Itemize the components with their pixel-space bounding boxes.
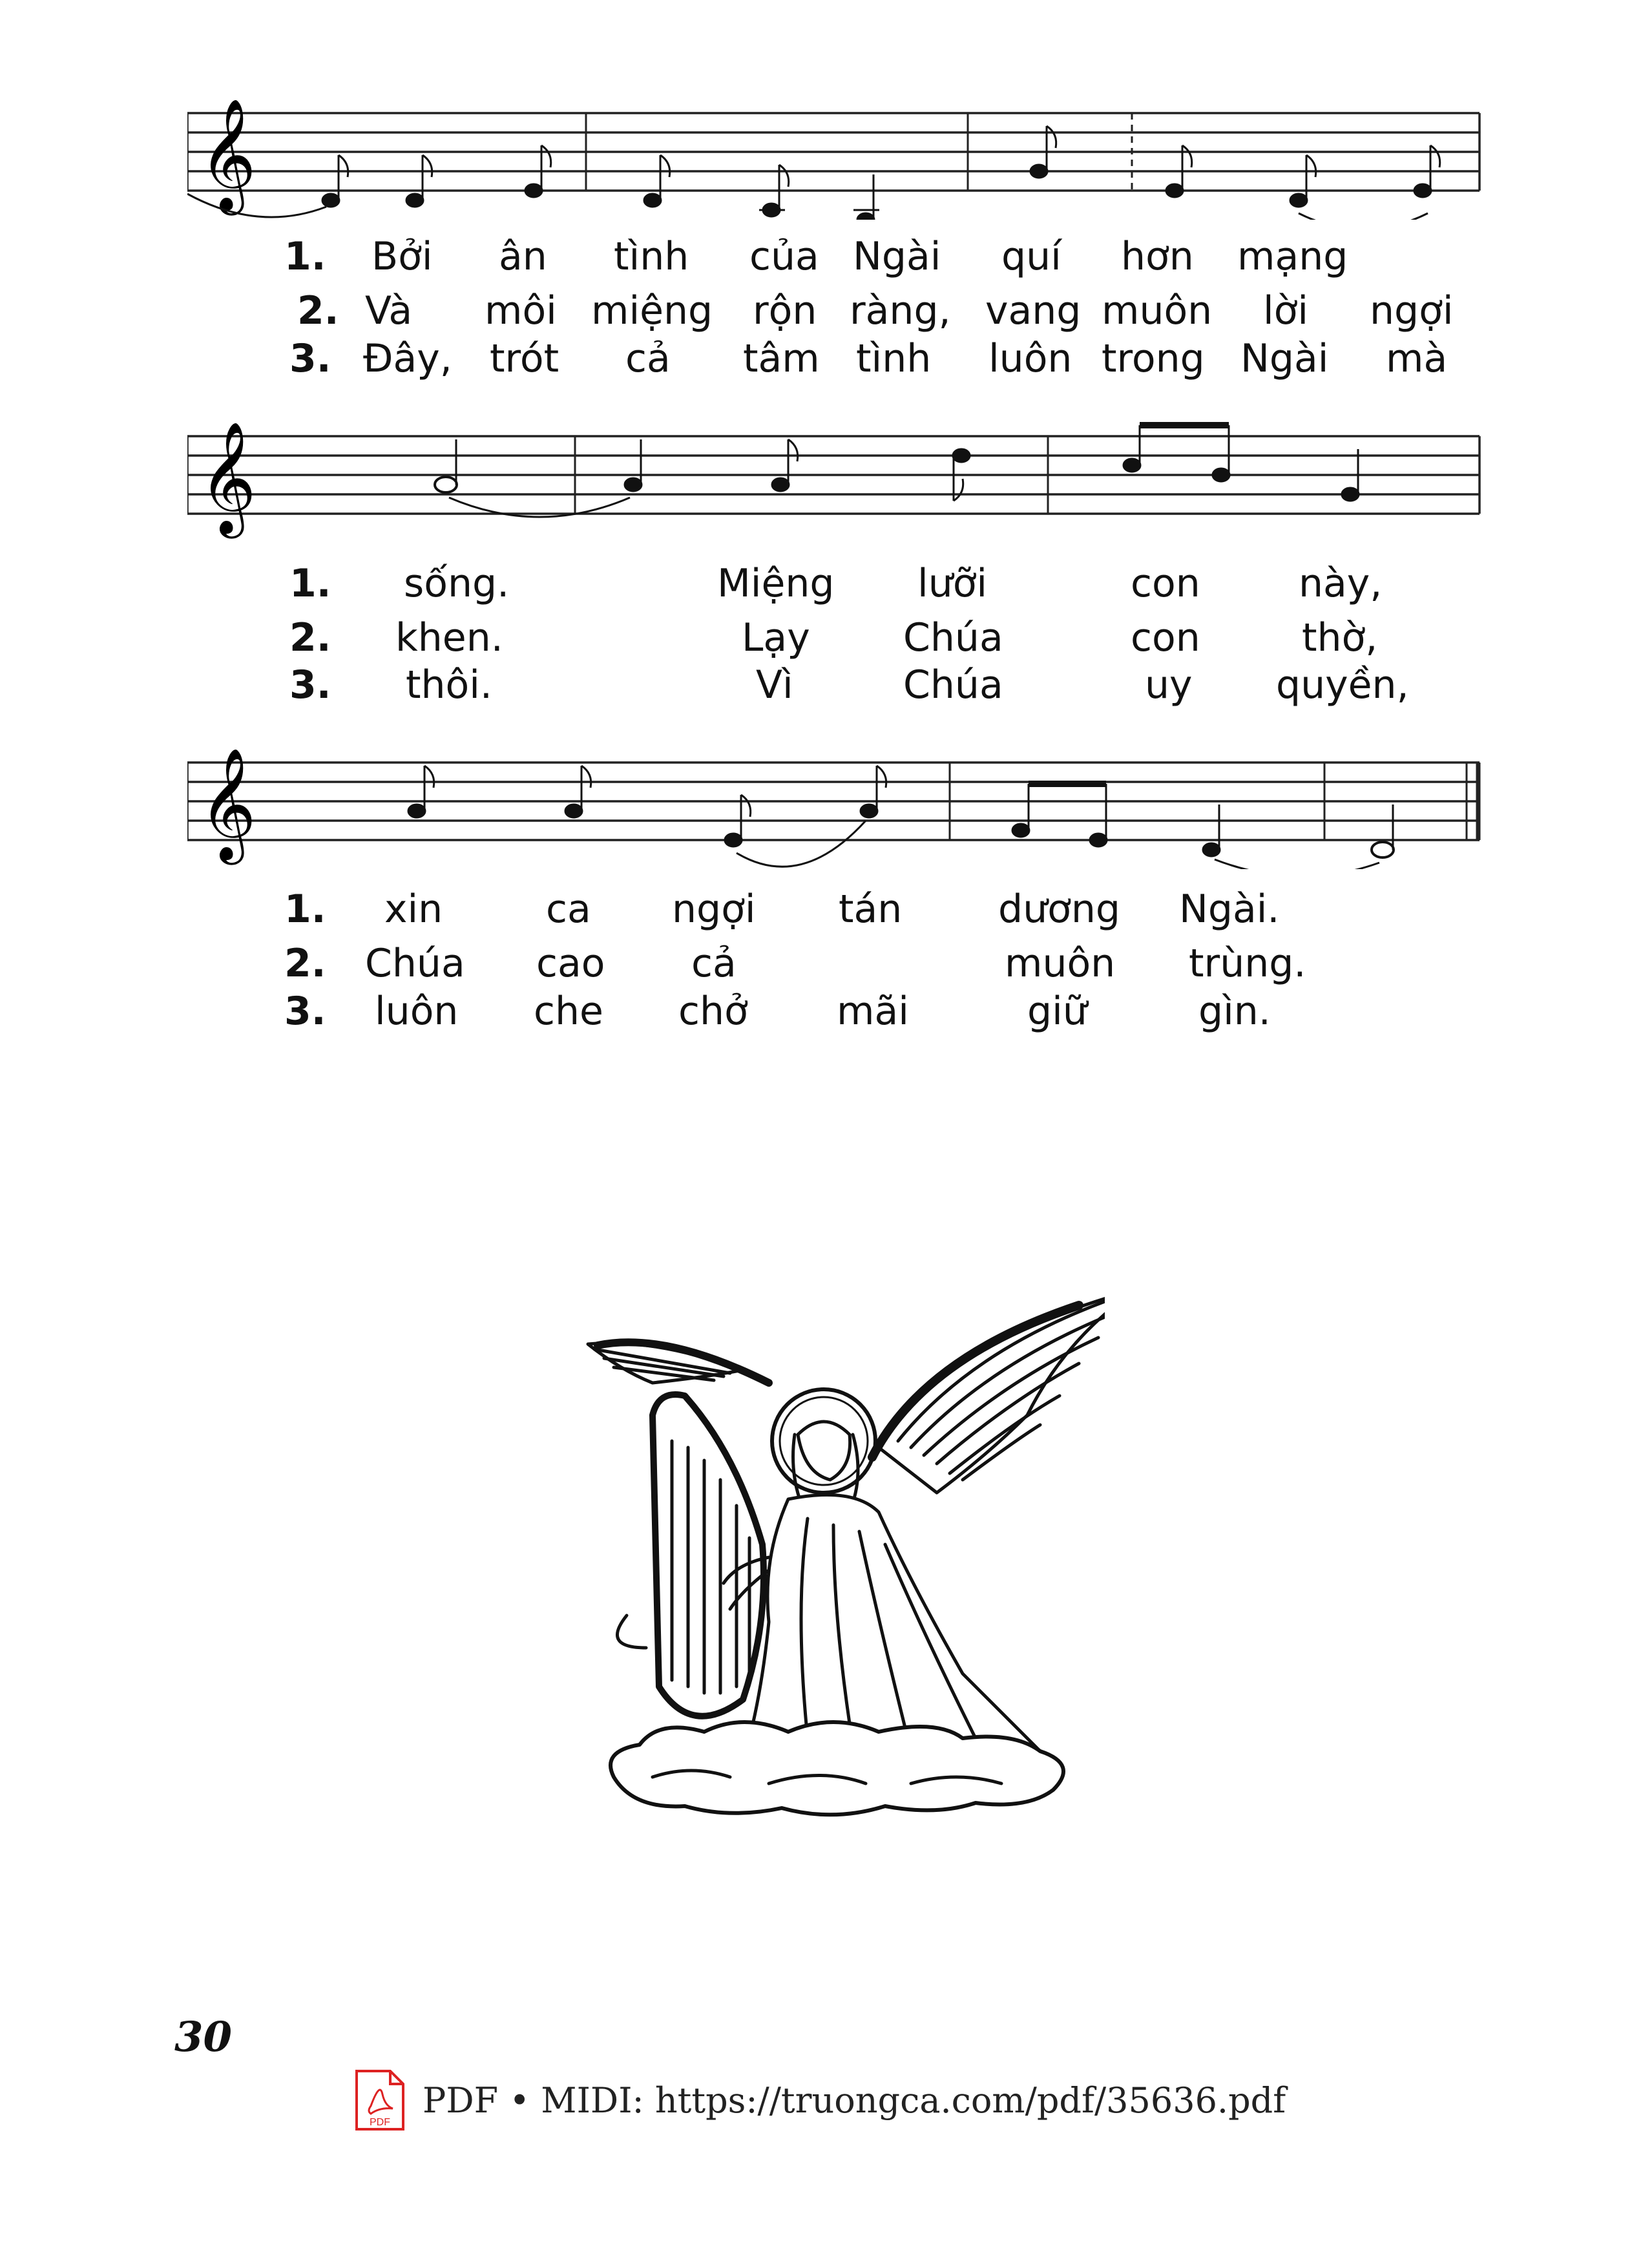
treble-clef-icon: 𝄞 xyxy=(199,421,256,534)
treble-clef-icon: 𝄞 xyxy=(199,748,256,860)
footer-link[interactable] xyxy=(354,2068,1286,2132)
music-staff-system-2 xyxy=(187,414,1499,543)
music-staff-system-3 xyxy=(187,740,1499,869)
angel-with-harp-icon xyxy=(575,1286,1105,1842)
music-staff-system-1 xyxy=(187,90,1499,220)
page-number: 30 xyxy=(174,2013,233,2061)
pdf-icon-label: PDF xyxy=(370,2117,390,2128)
pdf-file-icon xyxy=(354,2068,406,2132)
footer-text[interactable]: PDF • MIDI: https://truongca.com/pdf/35636.pdf xyxy=(423,2079,1286,2121)
treble-clef-icon: 𝄞 xyxy=(199,98,256,211)
